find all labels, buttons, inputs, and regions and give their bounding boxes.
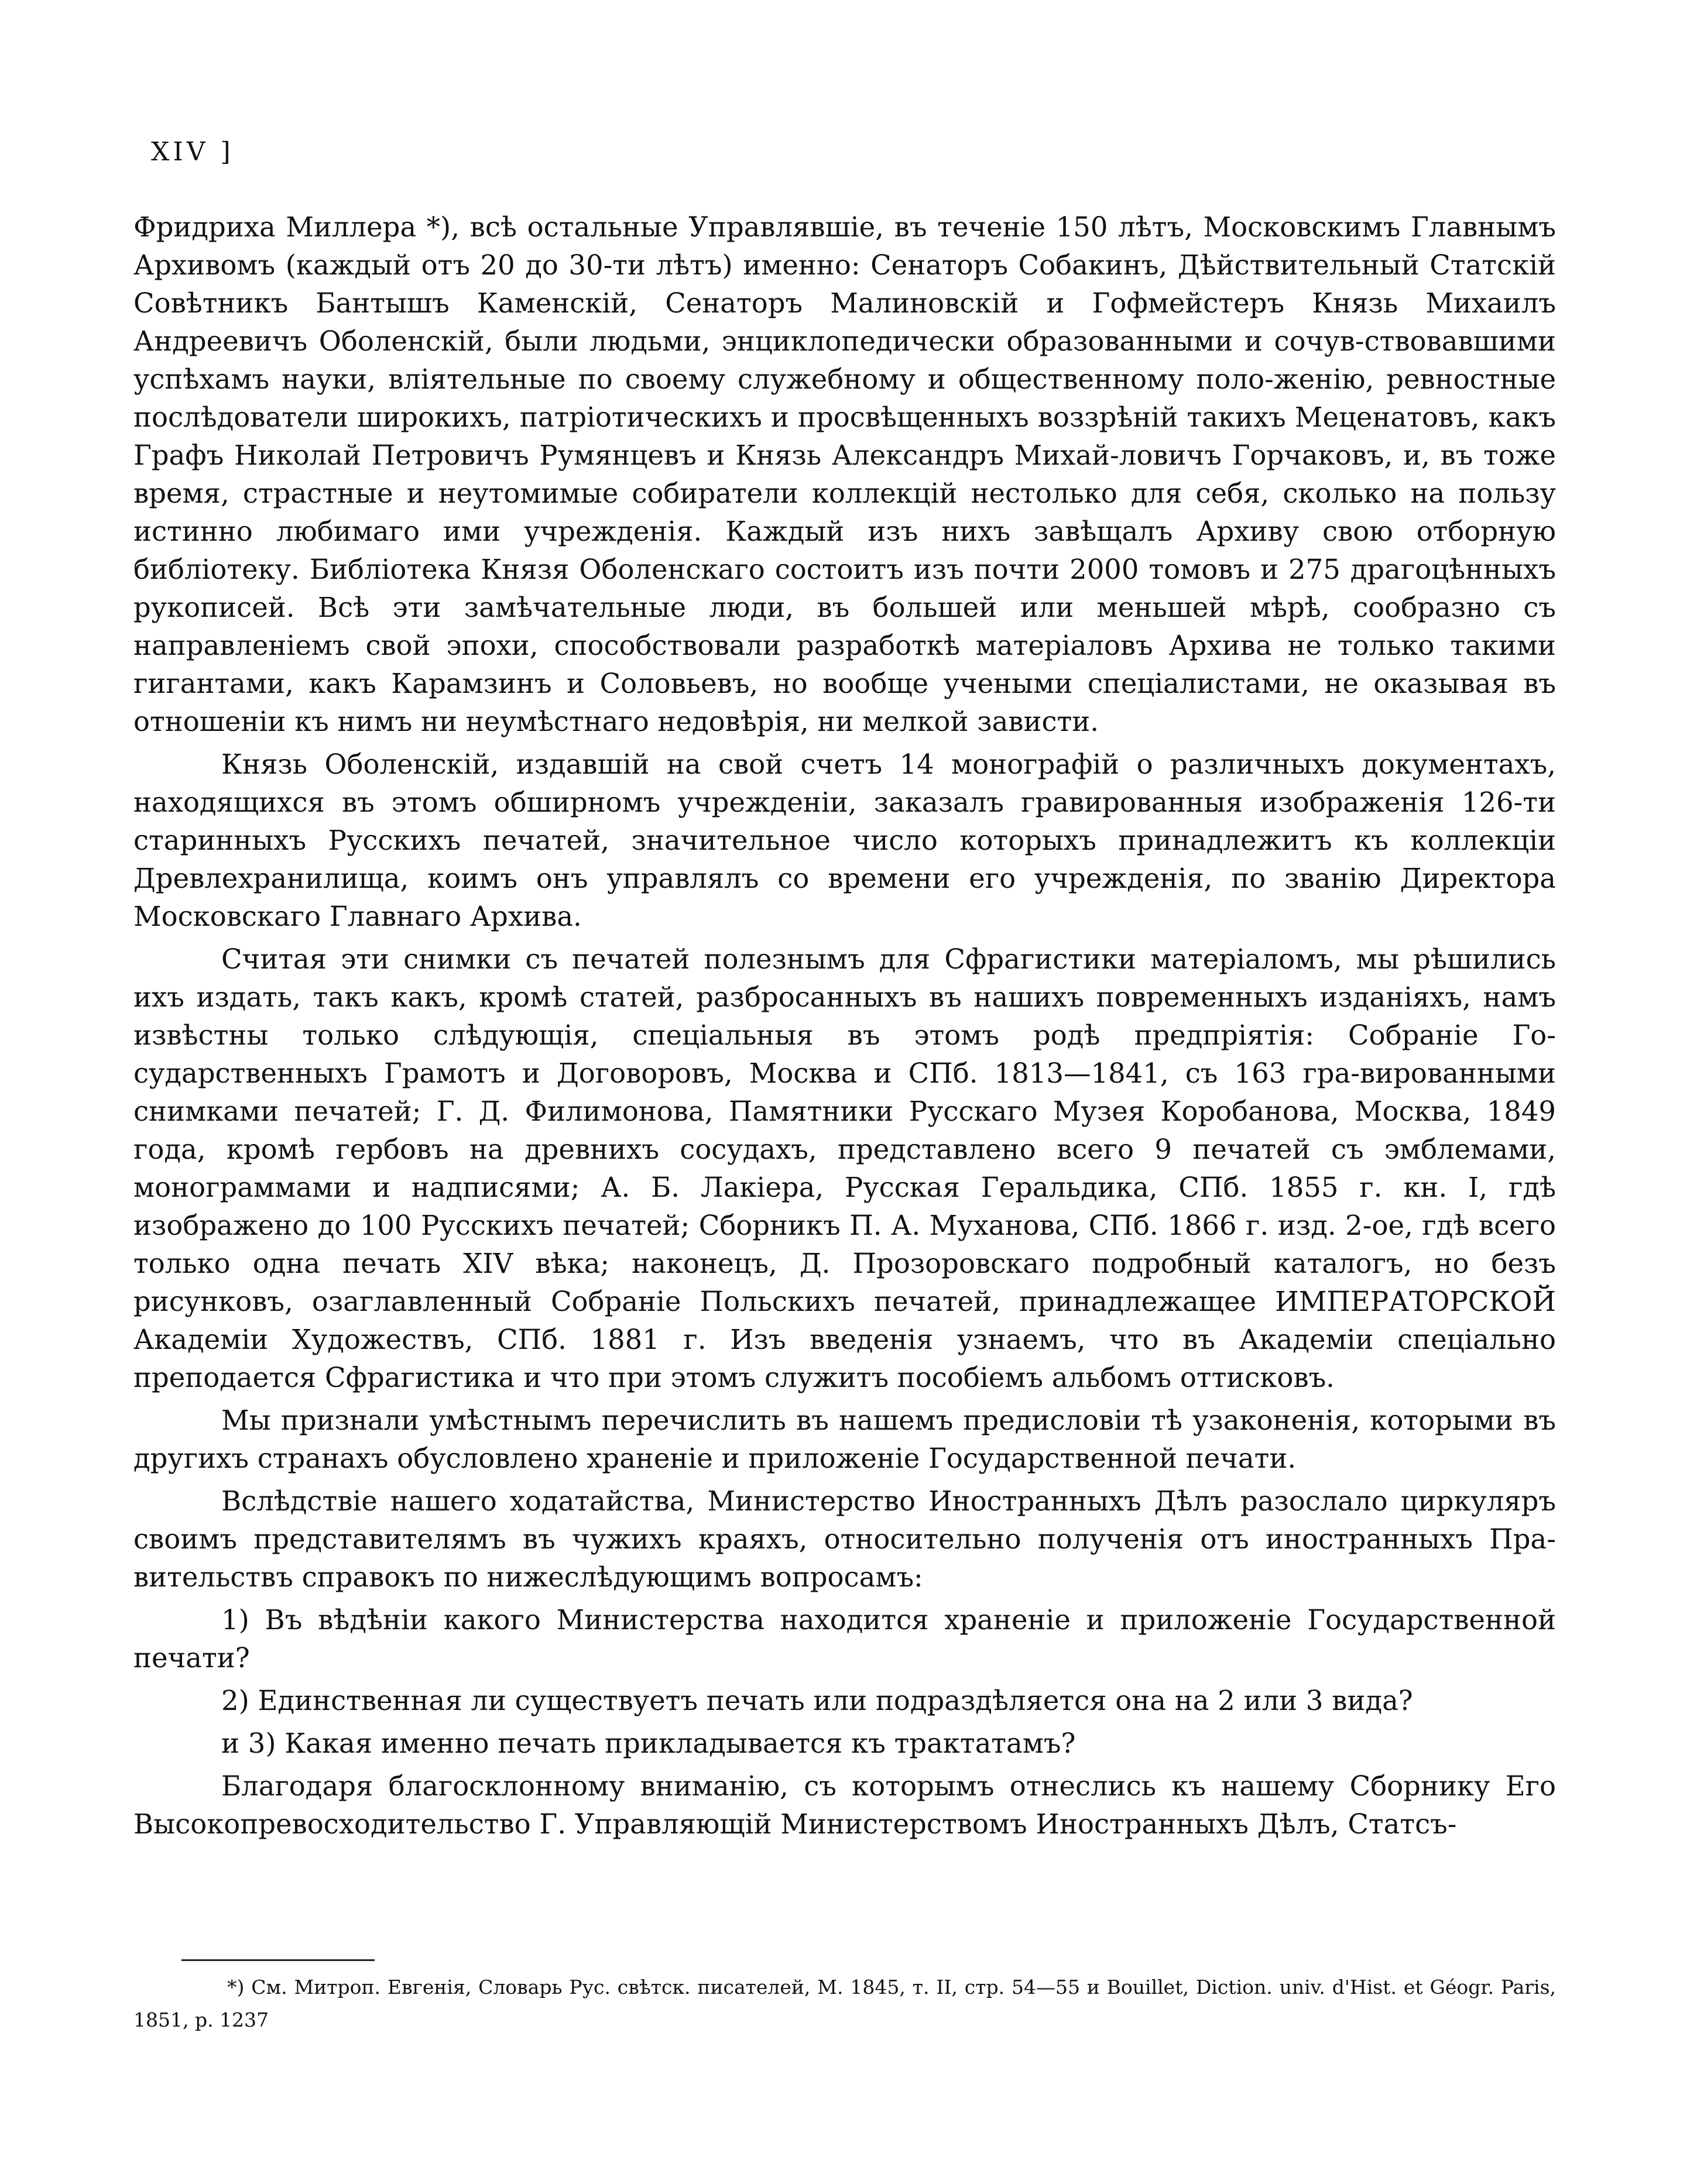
- paragraph-4: Мы признали умѣстнымъ перечислить въ нашемъ предисловіи тѣ узаконенія, которыми въ другихъ странахъ обусловлено храненіе и приложеніе Государственной печати.: [133, 1405, 1556, 1474]
- paragraph-1: Фридриха Миллера *), всѣ остальные Управлявшіе, въ теченіе 150 лѣтъ, Московскимъ Главнымъ Архивомъ (каждый отъ 20 до 30-ти лѣтъ) именно: Сенаторъ Собакинъ, Дѣйствительный Статскій Совѣтникъ Бантышъ Каменскій, Сенаторъ Малиновскій и Гофмейстеръ Князь Михаилъ Андреевичъ Оболенскій, были людьми, энциклопедически образованными и сочув-ствовавшими успѣхамъ науки, вліятельные по своему служебному и общественному поло-женію, ревностные послѣдователи широкихъ, патріотическихъ и просвѣщенныхъ воззрѣній такихъ Меценатовъ, какъ Графъ Николай Петровичъ Румянцевъ и Князь Александръ Михай-ловичъ Горчаковъ, и, въ тоже время, страстные и неутомимые собиратели коллекцій нестолько для себя, сколько на пользу истинно любимаго ими учрежденія. Каждый изъ нихъ завѣщалъ Архиву свою отборную библіотеку. Библіотека Князя Оболенскаго состоитъ изъ почти 2000 томовъ и 275 драгоцѣнныхъ рукописей. Всѣ эти замѣчательные люди, въ большей или меньшей мѣрѣ, сообразно съ направленіемъ свой эпохи, способствовали разработкѣ матеріаловъ Архива не только такими гигантами, какъ Карамзинъ и Соловьевъ, но вообще учеными спеціалистами, не оказывая въ отношеніи къ нимъ ни неумѣстнаго недовѣрія, ни мелкой зависти.: [133, 211, 1556, 737]
- paragraph-5: Вслѣдствіе нашего ходатайства, Министерство Иностранныхъ Дѣлъ разослало циркуляръ своимъ представителямъ въ чужихъ краяхъ, относительно полученія отъ иностранныхъ Пра-вительствъ справокъ по нижеслѣдующимъ вопросамъ:: [133, 1485, 1556, 1593]
- question-3: и 3) Какая именно печать прикладывается къ трактатамъ?: [221, 1728, 1076, 1759]
- paragraph-6: Благодаря благосклонному вниманію, съ которымъ отнеслись къ нашему Сборнику Его Высокопревосходительство Г. Управляющій Министерствомъ Иностранныхъ Дѣлъ, Статсъ-: [133, 1770, 1556, 1840]
- question-1: 1) Въ вѣдѣніи какого Министерства находится храненіе и приложеніе Государственной печати?: [133, 1604, 1556, 1674]
- main-text: [133, 208, 1556, 1848]
- footnote-divider: [181, 1959, 375, 1961]
- question-2: 2) Единственная ли существуетъ печать или подраздѣляется она на 2 или 3 вида?: [221, 1685, 1413, 1716]
- paragraph-2: Князь Оболенскій, издавшій на свой счетъ 14 монографій о различныхъ документахъ, находящихся въ этомъ обширномъ учрежденіи, заказалъ гравированныя изображенія 126-ти старинныхъ Русскихъ печатей, значительное число которыхъ принадлежитъ къ коллекціи Древлехранилища, коимъ онъ управлялъ со времени его учрежденія, по званію Директора Московскаго Главнаго Архива.: [133, 748, 1556, 932]
- footnote: *) См. Митроп. Евгенія, Словарь Рус. свѣтск. писателей, М. 1845, т. II, стр. 54—55 и Bouillet, Diction. univ. d'Hist. et Géogr. Paris, 1851, p. 1237: [133, 1976, 1556, 2031]
- page-number: XIV ]: [151, 137, 234, 167]
- paragraph-3: Считая эти снимки съ печатей полезнымъ для Сфрагистики матеріаломъ, мы рѣшились ихъ издать, такъ какъ, кромѣ статей, разбросанныхъ въ нашихъ повременныхъ изданіяхъ, намъ извѣстны только слѣдующія, спеціальныя въ этомъ родѣ предпріятія: Собраніе Го-сударственныхъ Грамотъ и Договоровъ, Москва и СПб. 1813—1841, съ 163 гра-вированными снимками печатей; Г. Д. Филимонова, Памятники Русскаго Музея Коробанова, Москва, 1849 года, кромѣ гербовъ на древнихъ сосудахъ, представлено всего 9 печатей съ эмблемами, монограммами и надписями; А. Б. Лакіера, Русская Геральдика, СПб. 1855 г. кн. I, гдѣ изображено до 100 Русскихъ печатей; Сборникъ П. А. Муханова, СПб. 1866 г. изд. 2-ое, гдѣ всего только одна печать XIV вѣка; наконецъ, Д. Прозоровскаго подробный каталогъ, но безъ рисунковъ, озаглавленный Собраніе Польскихъ печатей, принадлежащее ИМПЕРАТОРСКОЙ Академіи Художествъ, СПб. 1881 г. Изъ введенія узнаемъ, что въ Академіи спеціально преподается Сфрагистика и что при этомъ служитъ пособіемъ альбомъ оттисковъ.: [133, 943, 1556, 1393]
